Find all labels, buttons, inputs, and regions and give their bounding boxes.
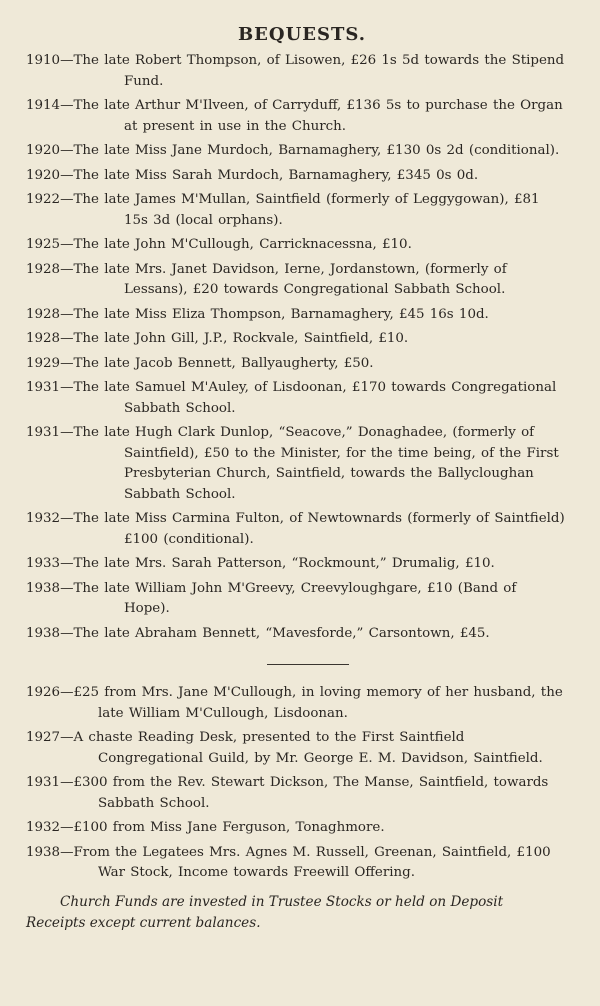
entry-text: The late John M'Cullough, Carricknacessna, £10. [73, 237, 412, 252]
gifts-list [26, 683, 566, 884]
entry-text: The late Miss Eliza Thompson, Barnamaghery, £45 16s 10d. [73, 306, 489, 322]
entry-dash: — [60, 380, 74, 395]
entry-dash: — [60, 98, 74, 113]
bequest-entry [26, 190, 566, 231]
section-divider [267, 664, 349, 665]
entry-text: The late Abraham Bennett, “Mavesforde,” Carsontown, £45. [73, 625, 490, 641]
bequest-entry [26, 509, 566, 550]
gift-entry [26, 843, 566, 884]
entry-dash: — [60, 143, 74, 158]
entry-year: 1938 [26, 625, 61, 641]
footnote: Church Funds are invested in Trustee Stocks or held on Deposit Receipts except current balances. [26, 893, 504, 931]
entry-text: The late Samuel M'Auley, of Lisdoonan, £170 towards Congregational Sabbath School. [73, 380, 557, 416]
entry-dash: — [60, 261, 74, 277]
entry-year: 1938 [26, 844, 61, 860]
bequest-entry [26, 554, 566, 575]
entry-text: The late Arthur M'Ilveen, of Carryduff, £136 5s to purchase the Organ at present in use in the Church. [73, 98, 563, 134]
entry-text: £300 from the Rev. Stewart Dickson, The Manse, Saintfield, towards Sabbath School. [73, 775, 549, 811]
entry-year: 1931 [26, 425, 61, 440]
entry-text: The late Miss Sarah Murdoch, Barnamaghery, £345 0s 0d. [73, 167, 479, 183]
entry-year: 1920 [26, 143, 61, 158]
entry-year: 1910 [26, 53, 61, 68]
entry-text: The late James M'Mullan, Saintfield (formerly of Leggygowan), £81 15s 3d (local orphans). [73, 192, 540, 228]
entry-year: 1928 [26, 306, 61, 322]
entry-year: 1922 [26, 192, 61, 207]
page-title: BEQUESTS. [237, 24, 367, 45]
bequest-entry [26, 235, 566, 256]
entry-dash: — [60, 580, 74, 596]
entry-dash: — [60, 306, 74, 322]
gift-entry [26, 683, 566, 724]
entry-year: 1927 [26, 730, 61, 745]
entry-text: £25 from Mrs. Jane M'Cullough, in loving memory of her husband, the late William M'Cullough, Lisdoonan. [73, 685, 563, 721]
bequest-entry [26, 305, 566, 326]
entry-dash: — [60, 685, 74, 700]
entry-text: The late John Gill, J.P., Rockvale, Saintfield, £10. [73, 331, 409, 346]
bequest-entry [26, 166, 566, 187]
entry-text: £100 from Miss Jane Ferguson, Tonaghmore. [73, 820, 385, 835]
entry-year: 1931 [26, 775, 61, 790]
entry-year: 1925 [26, 237, 61, 252]
bequest-entry [26, 378, 566, 419]
entry-year: 1926 [26, 685, 61, 700]
entry-dash: — [60, 425, 74, 440]
gift-entry [26, 773, 566, 814]
entry-dash: — [60, 844, 74, 860]
entry-dash: — [60, 820, 74, 835]
gift-entry [26, 818, 566, 839]
entry-year: 1931 [26, 380, 61, 395]
entry-text: The late Robert Thompson, of Lisowen, £26 1s 5d towards the Stipend Fund. [73, 53, 565, 89]
bequest-entry [26, 260, 566, 301]
bequest-entry [26, 96, 566, 137]
entry-year: 1920 [26, 167, 61, 183]
bequest-entry [26, 624, 566, 645]
bequest-entry [26, 354, 566, 375]
entry-year: 1914 [26, 98, 61, 113]
entry-dash: — [60, 355, 74, 371]
bequest-entry [26, 423, 566, 505]
entry-dash: — [60, 167, 74, 183]
bequests-list [26, 51, 566, 644]
entry-dash: — [60, 237, 74, 252]
entry-text: From the Legatees Mrs. Agnes M. Russell, Greenan, Saintfield, £100 War Stock, Income towards Freewill Offering. [73, 844, 551, 880]
entry-text: The late Hugh Clark Dunlop, “Seacove,” Donaghadee, (formerly of Saintfield), £50 to the Minister, for the time being, of the First Presbyterian Church, Saintfield, towards the Ballycloughan Sabbath School. [73, 425, 559, 502]
bequest-entry [26, 329, 566, 350]
entry-text: The late Jacob Bennett, Ballyaugherty, £50. [73, 355, 374, 371]
entry-year: 1928 [26, 331, 61, 346]
entry-dash: — [60, 556, 74, 571]
entry-dash: — [60, 511, 74, 526]
bequest-entry [26, 579, 566, 620]
entry-dash: — [60, 53, 74, 68]
entry-text: A chaste Reading Desk, presented to the First Saintfield Congregational Guild, by Mr. George E. M. Davidson, Saintfield. [73, 730, 543, 766]
entry-year: 1929 [26, 355, 61, 371]
entry-year: 1928 [26, 261, 61, 277]
entry-text: The late Mrs. Sarah Patterson, “Rockmount,” Drumalig, £10. [73, 556, 495, 571]
entry-year: 1933 [26, 556, 61, 571]
entry-dash: — [60, 625, 74, 641]
bequest-entry [26, 141, 566, 162]
entry-dash: — [60, 730, 74, 745]
entry-dash: — [60, 775, 74, 790]
entry-text: The late Mrs. Janet Davidson, Ierne, Jordanstown, (formerly of Lessans), £20 towards Congregational Sabbath School. [73, 261, 507, 297]
entry-text: The late Miss Jane Murdoch, Barnamaghery, £130 0s 2d (conditional). [73, 143, 560, 158]
entry-dash: — [60, 192, 74, 207]
entry-year: 1932 [26, 820, 61, 835]
entry-dash: — [60, 331, 74, 346]
entry-year: 1938 [26, 580, 61, 596]
gift-entry [26, 728, 566, 769]
bequest-entry [26, 51, 566, 92]
entry-text: The late Miss Carmina Fulton, of Newtownards (formerly of Saintfield) £100 (conditional). [73, 511, 565, 547]
entry-text: The late William John M'Greevy, Creevyloughgare, £10 (Band of Hope). [73, 580, 517, 616]
entry-year: 1932 [26, 511, 61, 526]
